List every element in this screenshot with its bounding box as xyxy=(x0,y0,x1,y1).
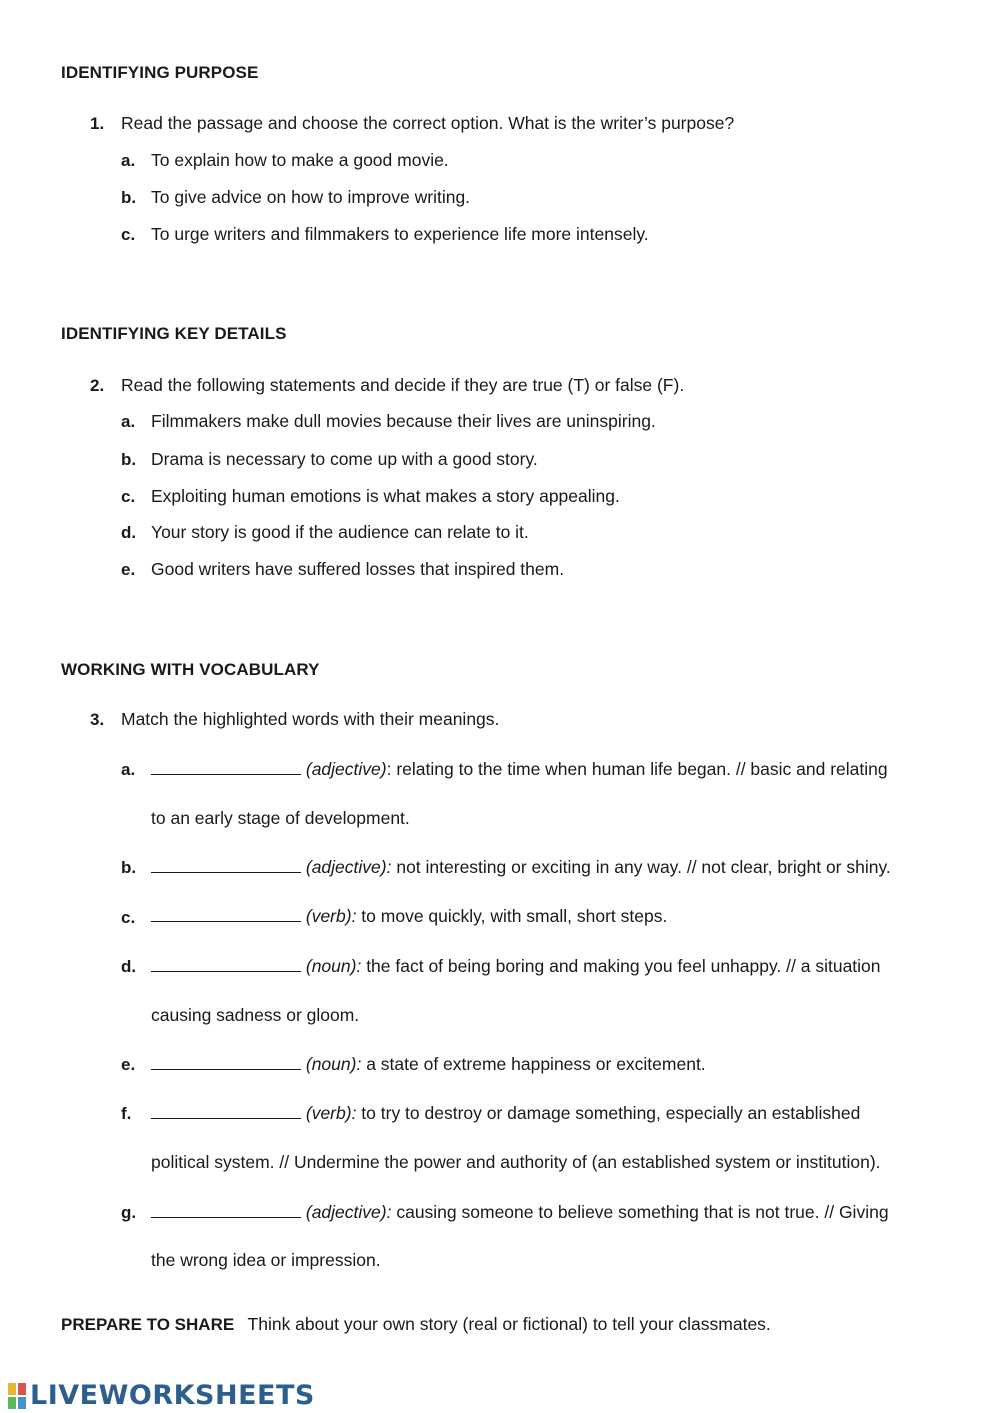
vocab-letter: f. xyxy=(121,1104,132,1123)
statement-text[interactable]: Good writers have suffered losses that inspired them. xyxy=(151,559,565,579)
vocab-definition-line xyxy=(151,1054,938,1075)
definition-text: a state of extreme happiness or excitement. xyxy=(361,1054,706,1074)
option-text[interactable]: To urge writers and filmmakers to experience life more intensely. xyxy=(151,224,649,244)
section-heading-key-details: IDENTIFYING KEY DETAILS xyxy=(61,324,287,343)
definition-text: causing someone to believe something that is not true. // Giving xyxy=(391,1202,889,1222)
option-letter[interactable]: a. xyxy=(121,151,136,170)
answer-blank[interactable] xyxy=(151,760,301,775)
definition-continuation: political system. // Undermine the power and authority of (an established system or institution). xyxy=(151,1152,881,1172)
vocab-definition-line xyxy=(151,1103,938,1124)
statement-letter: a. xyxy=(121,412,136,431)
vocab-letter: a. xyxy=(121,760,136,779)
answer-blank[interactable] xyxy=(151,858,301,873)
vocab-letter: e. xyxy=(121,1055,136,1074)
prepare-to-share xyxy=(61,1314,771,1335)
statement-text[interactable]: Filmmakers make dull movies because their lives are uninspiring. xyxy=(151,411,656,431)
section-heading-purpose: IDENTIFYING PURPOSE xyxy=(61,63,259,82)
part-of-speech: (noun): xyxy=(305,956,362,976)
answer-blank[interactable] xyxy=(151,1203,301,1218)
part-of-speech: (noun): xyxy=(305,1054,362,1074)
vocab-definition-line xyxy=(151,1202,938,1223)
statement-text[interactable]: Exploiting human emotions is what makes a story appealing. xyxy=(151,486,620,506)
logo-blocks-icon xyxy=(8,1383,26,1409)
question-number: 3. xyxy=(90,710,105,729)
definition-continuation: causing sadness or gloom. xyxy=(151,1005,360,1025)
part-of-speech: (verb): xyxy=(305,1103,357,1123)
statement-letter: d. xyxy=(121,523,137,542)
part-of-speech: (adjective): xyxy=(305,1202,392,1222)
answer-blank[interactable] xyxy=(151,957,301,972)
definition-text: the fact of being boring and making you feel unhappy. // a situation xyxy=(361,956,881,976)
vocab-letter: g. xyxy=(121,1203,137,1222)
answer-blank[interactable] xyxy=(151,907,301,922)
statement-letter: b. xyxy=(121,450,137,469)
definition-text: to move quickly, with small, short steps. xyxy=(356,906,668,926)
question-text: Match the highlighted words with their meanings. xyxy=(121,709,500,729)
question-number: 2. xyxy=(90,376,105,395)
liveworksheets-logo xyxy=(8,1380,315,1411)
logo-text: LIVEWORKSHEETS xyxy=(30,1380,315,1411)
vocab-letter: c. xyxy=(121,908,136,927)
logo-block xyxy=(8,1383,16,1395)
statement-text[interactable]: Drama is necessary to come up with a good story. xyxy=(151,449,538,469)
logo-block xyxy=(8,1397,16,1409)
section-heading-vocabulary: WORKING WITH VOCABULARY xyxy=(61,660,320,679)
part-of-speech: (adjective) xyxy=(305,759,387,779)
statement-text[interactable]: Your story is good if the audience can relate to it. xyxy=(151,522,529,542)
statement-letter: c. xyxy=(121,487,136,506)
option-text[interactable]: To explain how to make a good movie. xyxy=(151,150,449,170)
vocab-definition-line xyxy=(151,906,938,927)
vocab-definition-line xyxy=(151,857,938,878)
part-of-speech: (verb): xyxy=(305,906,357,926)
vocab-letter: b. xyxy=(121,858,137,877)
option-text[interactable]: To give advice on how to improve writing. xyxy=(151,187,471,207)
vocab-letter: d. xyxy=(121,957,137,976)
answer-blank[interactable] xyxy=(151,1055,301,1070)
question-number: 1. xyxy=(90,114,105,133)
logo-block xyxy=(18,1383,26,1395)
question-text: Read the passage and choose the correct option. What is the writer’s purpose? xyxy=(121,113,735,133)
definition-text: to try to destroy or damage something, especially an established xyxy=(356,1103,861,1123)
option-letter[interactable]: b. xyxy=(121,188,137,207)
share-label: PREPARE TO SHARE xyxy=(61,1315,235,1334)
definition-continuation: to an early stage of development. xyxy=(151,808,410,828)
definition-continuation: the wrong idea or impression. xyxy=(151,1250,381,1270)
answer-blank[interactable] xyxy=(151,1104,301,1119)
vocab-definition-line xyxy=(151,956,938,977)
option-letter[interactable]: c. xyxy=(121,225,136,244)
statement-letter: e. xyxy=(121,560,136,579)
part-of-speech: (adjective): xyxy=(305,857,392,877)
definition-text: : relating to the time when human life began. // basic and relating xyxy=(386,759,888,779)
definition-text: not interesting or exciting in any way. // not clear, bright or shiny. xyxy=(391,857,891,877)
logo-block xyxy=(18,1397,26,1409)
vocab-definition-line xyxy=(151,759,938,780)
question-text: Read the following statements and decide if they are true (T) or false (F). xyxy=(121,375,685,395)
share-text: Think about your own story (real or fictional) to tell your classmates. xyxy=(247,1314,771,1334)
